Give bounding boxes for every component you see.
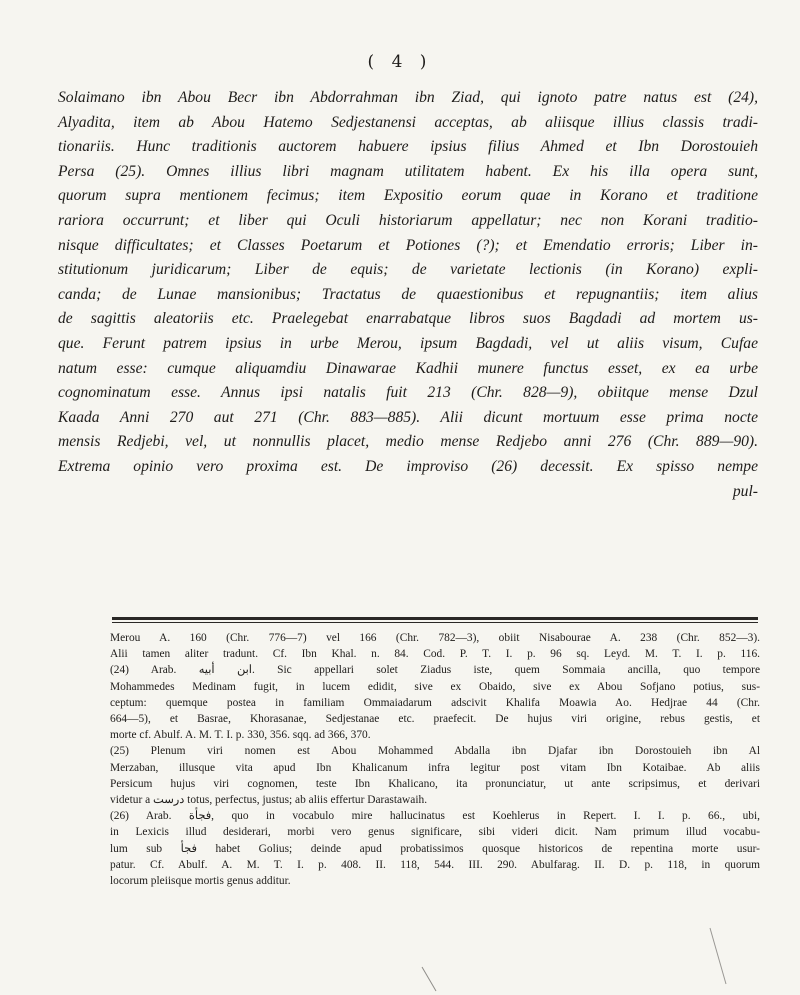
main-text-line: nisque difficultates; et Classes Poetarum et Potiones (?); et Emendatio erroris; Liber in-: [58, 236, 758, 254]
footnotes-block: [110, 630, 760, 889]
footnote-line: 664—5), et Basrae, Khorasanae, Sedjestanae etc. praefecit. De hujus viri origine, rebus gestis, et: [110, 713, 760, 726]
footnote-divider: [112, 617, 758, 620]
main-text-line: stitutionum juridicarum; Liber de equis; de varietate lectionis (in Korano) expli-: [58, 261, 758, 279]
footnote-divider-thin: [112, 622, 758, 623]
main-text-block: [58, 86, 758, 504]
footnote-line: Persicum hujus viri cognomen, teste Ibn Khalicano, ita pronunciatur, ut ante scripsimus, et derivari: [110, 777, 760, 790]
footnote-line: locorum pleiisque mortis genus additur.: [110, 875, 291, 888]
paper-mark: [420, 965, 438, 993]
main-text-line: cognominatum esse. Annus ipsi natalis fuit 213 (Chr. 828—9), obiitque mense Dzul: [58, 384, 758, 402]
main-text-line: Kaada Anni 270 aut 271 (Chr. 883—885). Alii dicunt mortuum esse prima nocte: [58, 408, 758, 426]
main-text-line: Persa (25). Omnes illius libri magnam utilitatem habent. Ex his illa opera sunt,: [58, 162, 758, 180]
footnote-line: in Lexicis illud desiderari, morbi vero genus significare, sibi videri dicit. Nam primum illud vocabu-: [110, 826, 760, 839]
main-text-line: quorum supra mentionem fecimus; item Expositio eorum quae in Korano et traditione: [58, 187, 758, 205]
main-text-line: canda; de Lunae mansionibus; Tractatus de quaestionibus et repugnantiis; item alius: [58, 285, 758, 303]
page-number: ( 4 ): [367, 52, 433, 72]
main-text-line: rariora occurrunt; et liber qui Oculi historiarum appellatur; nec non Korani traditio-: [58, 211, 758, 229]
footnote-line: morte cf. Abulf. A. M. T. I. p. 330, 356. sqq. ad 366, 370.: [110, 729, 371, 742]
footnote-line: (26) Arab. فجأة, quo in vocabulo mire hallucinatus est Koehlerus in Repert. I. I. p. 66., ubi,: [110, 810, 760, 823]
footnote-line: patur. Cf. Abulf. A. M. T. I. p. 408. II. 118, 544. III. 290. Abulfarag. II. D. p. 118, in quorum: [110, 858, 760, 871]
footnote-line: (25) Plenum viri nomen est Abou Mohammed Abdalla ibn Djafar ibn Dorostouieh ibn Al: [110, 745, 760, 758]
footnote-line: ceptum: quemque postea in familiam Ommaiadarum adscivit Khalifa Moawia Ao. Hedjrae 44 (Chr.: [110, 696, 760, 709]
main-text-line: tionariis. Hunc traditionis auctorem habuere ipsius filius Ahmed et Ibn Dorostouieh: [58, 138, 758, 156]
catchword: pul-: [732, 482, 758, 500]
main-text-line: de sagittis aleatoriis etc. Praelegebat enarrabatque libros suos Bagdadi ad mortem us-: [58, 310, 758, 328]
paper-mark: [708, 926, 728, 986]
main-text-line: Alyadita, item ab Abou Hatemo Sedjestanensi acceptas, ab aliisque illius classis tradi-: [58, 113, 758, 131]
footnote-line: videtur a درست totus, perfectus, justus; ab aliis effertur Darastawaih.: [110, 794, 428, 807]
footnote-line: Alii tamen aliter tradunt. Cf. Ibn Khal. n. 84. Cod. P. T. I. p. 96 sq. Leyd. M. T. I. p. 116.: [110, 648, 760, 661]
main-text-line: que. Ferunt patrem ipsius in urbe Merou, ipsum Bagdadi, vel ut aliis visum, Cufae: [58, 334, 758, 352]
footnote-line: Merzaban, illusque vita apud Ibn Khalicanum infra legitur post vitam Ibn Kotaibae. Ab aliis: [110, 761, 760, 774]
footnote-line: lum sub فجأ habet Golius; deinde apud probatissimos quosque historicos de repentina morte usur-: [110, 842, 760, 855]
main-text-line: mensis Redjebi, vel, ut nonnullis placet, medio mense Redjebo anni 276 (Chr. 889—90).: [58, 433, 758, 451]
main-text-line: natum esse: cumque aliquamdiu Dinawarae Kadhii munere functus esset, ex ea urbe: [58, 359, 758, 377]
footnote-line: Merou A. 160 (Chr. 776—7) vel 166 (Chr. 782—3), obiit Nisabourae A. 238 (Chr. 852—3).: [110, 632, 760, 644]
footnote-line: (24) Arab. ابن أبيه. Sic appellari solet Ziadus iste, quem Sommaia ancilla, quo tempore: [110, 664, 760, 677]
footnote-line: Mohammedes Medinam fugit, in lucem edidit, sive ex Obaido, sive ex Abou Sofjano potius, sus-: [110, 680, 760, 693]
main-text-line: Solaimano ibn Abou Becr ibn Abdorrahman ibn Ziad, qui ignoto patre natus est (24),: [58, 89, 758, 106]
main-text-line: Extrema opinio vero proxima est. De improviso (26) decessit. Ex spisso nempe: [58, 457, 758, 475]
